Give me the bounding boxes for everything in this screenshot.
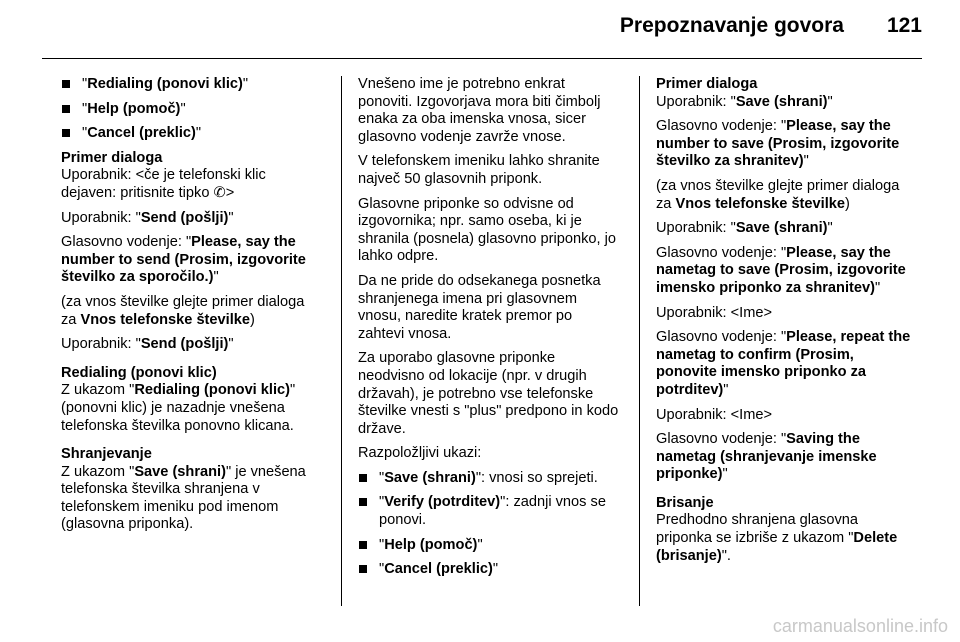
dialog-line: Glasovno vodenje: "Please, say the number to send (Prosim, izgovorite številko za sporočilo.)" bbox=[61, 234, 306, 286]
column-divider-right bbox=[639, 76, 640, 606]
bullet-square-icon bbox=[359, 474, 367, 482]
list-item: "Cancel (preklic)" bbox=[358, 561, 620, 579]
column-divider-left bbox=[341, 76, 342, 606]
dialog-heading: Primer dialoga bbox=[61, 149, 163, 166]
bullet-square-icon bbox=[359, 541, 367, 549]
dialog-line: Uporabnik: <če je telefonski klic dejaven: pritisnite tipko ✆> bbox=[61, 167, 266, 201]
section-heading-delete: Brisanje bbox=[656, 494, 714, 511]
list-item: "Help (pomoč)" bbox=[61, 101, 323, 119]
paragraph: Za uporabo glasovne priponke neodvisno od lokacije (npr. v drugih državah), je potrebno vse telefonske številke vnesti s "plus" predpono in kodo države. bbox=[358, 350, 619, 437]
bullet-square-icon bbox=[359, 565, 367, 573]
dialog-line: Glasovno vodenje: "Please, repeat the nametag to confirm (Prosim, ponovite imensko priponko za potrditev)" bbox=[656, 329, 911, 398]
bullet-square-icon bbox=[62, 129, 70, 137]
section-text: Z ukazom "Redialing (ponovi klic)" (ponovni klic) je nazadnje vnešena telefonska številka ponovno klicana. bbox=[61, 382, 296, 434]
phone-icon: ✆ bbox=[213, 184, 226, 201]
list-item: "Cancel (preklic)" bbox=[61, 125, 323, 143]
section-heading-redial: Redialing (ponovi klic) bbox=[61, 364, 217, 381]
list-item: "Save (shrani)": vnosi so sprejeti. bbox=[358, 470, 620, 488]
column-left bbox=[61, 76, 323, 541]
dialog-line: Uporabnik: "Send (pošlji)" bbox=[61, 209, 234, 226]
cross-reference-link: Vnos telefonske številke bbox=[675, 195, 845, 212]
paragraph: Razpoložljivi ukazi: bbox=[358, 445, 482, 462]
bullet-square-icon bbox=[62, 80, 70, 88]
cross-reference-link: Vnos telefonske številke bbox=[80, 311, 250, 328]
page-number: 121 bbox=[886, 14, 922, 37]
dialog-line: Uporabnik: "Save (shrani)" bbox=[656, 220, 833, 237]
dialog-line: Uporabnik: "Save (shrani)" bbox=[656, 93, 833, 110]
column-middle bbox=[358, 76, 620, 586]
section-text: Z ukazom "Save (shrani)" je vnešena telefonska številka shranjena v telefonskem imeniku pod imenom (glasovna priponka). bbox=[61, 463, 306, 533]
list-item: "Verify (potrditev)": zadnji vnos se ponovi. bbox=[358, 494, 620, 529]
paragraph: Glasovne priponke so odvisne od izgovornika; npr. samo oseba, ki je shranila (posnela) glasovno priponko, jo lahko odpre. bbox=[358, 195, 616, 265]
watermark: carmanualsonline.info bbox=[772, 616, 948, 636]
dialog-note: (za vnos številke glejte primer dialoga za Vnos telefonske številke) bbox=[61, 293, 305, 328]
paragraph: Da ne pride do odsekanega posnetka shranjenega imena pri glasovnem vnosu, naredite kratek premor po zahtevi vnosa. bbox=[358, 272, 601, 342]
dialog-line: Uporabnik: "Send (pošlji)" bbox=[61, 336, 234, 353]
bullet-square-icon bbox=[359, 498, 367, 506]
dialog-note: (za vnos številke glejte primer dialoga za Vnos telefonske številke) bbox=[656, 177, 900, 212]
dialog-line: Glasovno vodenje: "Please, say the number to save (Prosim, izgovorite številko za shranitev)" bbox=[656, 118, 900, 170]
section-text: Predhodno shranjena glasovna priponka se izbriše z ukazom "Delete (brisanje)". bbox=[656, 512, 898, 564]
dialog-heading: Primer dialoga bbox=[656, 76, 758, 92]
list-item: "Help (pomoč)" bbox=[358, 537, 620, 555]
dialog-line: Uporabnik: <Ime> bbox=[656, 406, 773, 423]
paragraph: V telefonskem imeniku lahko shranite največ 50 glasovnih priponk. bbox=[358, 153, 600, 187]
page-title: Prepoznavanje govora bbox=[619, 14, 844, 37]
column-right bbox=[656, 76, 918, 572]
bullet-square-icon bbox=[62, 105, 70, 113]
dialog-line: Glasovno vodenje: "Saving the nametag (shranjevanje imenske priponke)" bbox=[656, 431, 877, 483]
section-heading-save: Shranjevanje bbox=[61, 446, 152, 463]
dialog-line: Glasovno vodenje: "Please, say the nametag to save (Prosim, izgovorite imensko priponko za shranitev)" bbox=[656, 244, 906, 296]
paragraph: Vnešeno ime je potrebno enkrat ponoviti. Izgovorjava mora biti čimbolj enaka za oba imenska vnosa, sicer glasovno vodenje zavrže vnose. bbox=[358, 76, 601, 145]
list-item: "Redialing (ponovi klic)" bbox=[61, 76, 323, 94]
dialog-line: Uporabnik: <Ime> bbox=[656, 304, 773, 321]
header-rule bbox=[42, 58, 922, 59]
